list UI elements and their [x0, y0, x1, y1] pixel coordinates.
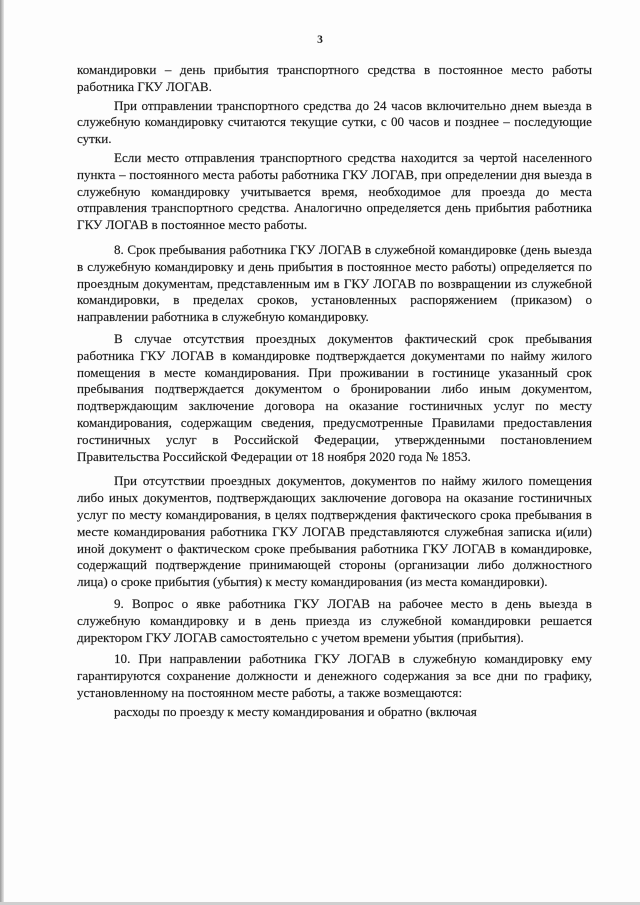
paragraph-1: командировки – день прибытия транспортного средства в постоянное место работы работника ГКУ ЛОГАВ. [77, 62, 592, 94]
scan-left-edge [0, 0, 4, 905]
paragraph-4: В случае отсутствия проездных документов фактический срок пребывания работника ГКУ ЛОГАВ в командировке подтверждается документами по найму жилого помещения в месте командирования. При проживании в гостинице указанный срок пребывания подтверждается документом о бронировании либо иным документом, подтверждающим заключение договора на оказание гостиничных услуг по месту командирования, содержащим сведения, предусмотренные Правилами предоставления гостиничных услуг в Российской Федерации, утвержденными постановлением Правительства Российской Федерации от 18 ноября 2020 года № 1853. [77, 330, 592, 464]
paragraph-6: расходы по проезду к месту командирования и обратно (включая [114, 703, 477, 719]
paragraph-item-8: 8. Срок пребывания работника ГКУ ЛОГАВ в служебной командировке (день выезда в служебную командировку и день прибытия в постоянное место работы) определяется по проездным документам, представленным им в ГКУ ЛОГАВ по возвращении из служебной командировки, в пределах сроков, установленных распоряжением (приказом) о направлении работника в служебную командировку. [77, 241, 592, 325]
paragraph-item-10: 10. При направлении работника ГКУ ЛОГАВ в служебную командировку ему гарантируются сохранение должности и денежного содержания за все дни по графику, установленному на постоянном месте работы, а также возмещаются: [77, 651, 592, 700]
paragraph-2: При отправлении транспортного средства до 24 часов включительно днем выезда в служебную командировку считаются текущие сутки, с 00 часов и позднее – последующие сутки. [77, 97, 592, 147]
document-body [77, 62, 592, 720]
paragraph-item-9: 9. Вопрос о явке работника ГКУ ЛОГАВ на рабочее место в день выезда в служебную командировку и в день приезда из служебной командировки решается директором ГКУ ЛОГАВ самостоятельно с учетом времени убытия (прибытия). [77, 595, 592, 645]
paragraph-5: При отсутствии проездных документов, документов по найму жилого помещения либо иных документов, подтверждающих заключение договора на оказание гостиничных услуг по месту командирования, в целях подтверждения фактического срока пребывания в месте командирования работника ГКУ ЛОГАВ представляются служебная записка и(или) иной документ о фактическом сроке пребывания работника ГКУ ЛОГАВ в командировке, содержащий подтверждение принимающей стороны (организации либо должностного лица) о сроке прибытия (убытия) к месту командирования (из места командировки). [77, 473, 592, 590]
paragraph-3: Если место отправления транспортного средства находится за чертой населенного пункта – постоянного места работы работника ГКУ ЛОГАВ, при определении дня выезда в служебную командировку учитывается время, необходимое для проезда до места отправления транспортного средства. Аналогично определяется день прибытия работника ГКУ ЛОГАВ в постоянное место работы. [77, 149, 592, 233]
page-number: 3 [317, 34, 323, 46]
